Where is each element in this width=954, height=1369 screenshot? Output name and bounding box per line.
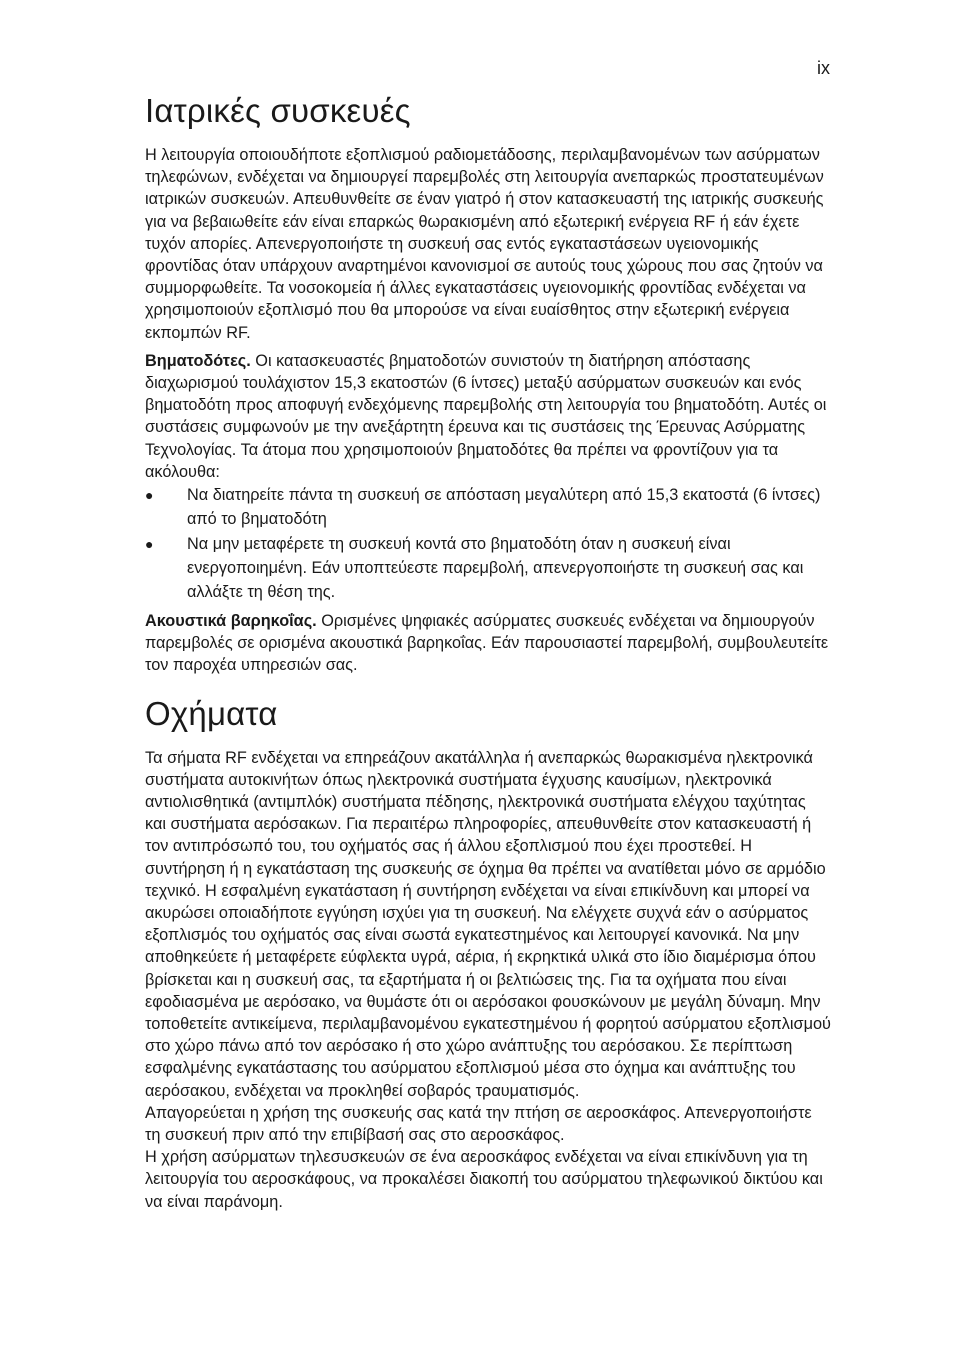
section-heading-vehicles: Οχήματα [145,694,278,732]
hearing-aids-label: Ακουστικά βαρηκοΐας. [145,611,317,630]
list-item-text: Να μην μεταφέρετε τη συσκευή κοντά στο βηματοδότη όταν η συσκευή είναι ενεργοποιημένη. Εάν υποπτεύεστε παρεμβολή, απενεργοποιήστε τη συσκευή σας και αλλάξτε τη θέση της. [187,534,804,601]
hearing-aids-paragraph [145,610,831,677]
list-item [145,532,831,604]
list-item [145,483,831,531]
bullet-icon: ● [145,535,154,552]
pacemakers-label: Βηματοδότες. [145,351,251,370]
bullet-icon: ● [145,486,154,503]
aircraft-paragraph: Απαγορεύεται η χρήση της συσκευής σας κατά την πτήση σε αεροσκάφος. Απενεργοποιήστε τη συσκευή πριν από την επιβίβασή σας στο αεροσκάφος. [145,1103,812,1144]
hearing-aids-text: Ορισμένες ψηφιακές ασύρματες συσκευές ενδέχεται να δημιουργούν παρεμβολές σε ορισμένα ακουστικά βαρηκοΐας. Εάν παρουσιαστεί παρεμβολή, συμβουλευτείτε τον παροχέα υπηρεσιών σας. [145,611,829,675]
aircraft-devices-paragraph: Η χρήση ασύρματων τηλεσυσκευών σε ένα αεροσκάφος ενδέχεται να είναι επικίνδυνη για τη λειτουργία του αεροσκάφους, να προκαλέσει διακοπή του ασύρματου τηλεφωνικού δικτύου και να είναι παράνομη. [145,1148,823,1211]
pacemakers-text: Οι κατασκευαστές βηματοδοτών συνιστούν τη διατήρηση απόστασης διαχωρισμού τουλάχιστον 15,3 εκατοστών (6 ίντσες) μεταξύ ασύρματων συσκευών και ενός βηματοδότη προς αποφυγή ενδεχόμενης παρεμβολής στη λειτουργία του βηματοδότη. Αυτές οι συστάσεις συμφωνούν με την ανεξάρτητη έρευνα και τις συστάσεις της Έρευνας Ασύρματης Τεχνολογίας. Τα άτομα που χρησιμοποιούν βηματοδότες θα πρέπει να φροντίζουν για τα ακόλουθα: [145,351,827,481]
vehicles-paragraph: Τα σήματα RF ενδέχεται να επηρεάζουν ακατάλληλα ή ανεπαρκώς θωρακισμένα ηλεκτρονικά συστήματα αυτοκινήτων όπως ηλεκτρονικά συστήματα έγχυσης καυσίμων, ηλεκτρονικά αντιολισθητικά (αντιμπλόκ) συστήματα πέδησης, ηλεκτρονικά συστήματα ελέγχου ταχύτητας και συστήματα αερόσακων. Για περαιτέρω πληροφορίες, απευθυνθείτε στον κατασκευαστή ή τον αντιπρόσωπό του, του οχήματός σας ή άλλου εξοπλισμού που έχει προστεθεί. Η συντήρηση ή η εγκατάσταση της συσκευής σε όχημα θα πρέπει να ανατίθεται μόνο σε αρμόδιο τεχνικό. Η εσφαλμένη εγκατάσταση ή συντήρηση ενδέχεται να είναι επικίνδυνη και μπορεί να ακυρώσει οποιαδήποτε εγγύηση ισχύει για τη συσκευή. Να ελέγχετε συχνά εάν ο ασύρματος εξοπλισμός του οχήματός σας είναι σωστά εγκατεστημένος και λειτουργεί κανονικά. Να μην αποθηκεύετε ή μεταφέρετε εύφλεκτα υγρά, αέρια, ή εκρηκτικά υλικά στο ίδιο διαμέρισμα όπου βρίσκεται και η συσκευή σας, τα εξαρτήματα ή οι βελτιώσεις της. Για τα οχήματα που είναι εφοδιασμένα με αερόσακο, να θυμάστε ότι οι αερόσακοι φουσκώνουν με μεγάλη δύναμη. Μην τοποθετείτε αντικείμενα, περιλαμβανομένου εγκατεστημένου ή φορητού ασύρματου εξοπλισμού στο χώρο πάνω από τον αερόσακο ή στο χώρο ανάπτυξης του αερόσακου. Σε περίπτωση εσφαλμένης εγκατάστασης του ασύρματου εξοπλισμού μέσα στο όχημα και ανάπτυξης του αερόσακου, ενδέχεται να προκληθεί σοβαρός τραυματισμός. [145,748,831,1100]
pacemaker-guidelines-list [145,483,831,604]
medical-devices-paragraph: Η λειτουργία οποιουδήποτε εξοπλισμού ραδιομετάδοσης, περιλαμβανομένων των ασύρματων τηλεφώνων, ενδέχεται να δημιουργεί παρεμβολές στη λειτουργία ανεπαρκώς προστατευμένων ιατρικών συσκευών. Απευθυνθείτε σε έναν γιατρό ή στον κατασκευαστή της ιατρικής συσκευής για να βεβαιωθείτε εάν είναι επαρκώς θωρακισμένη από εξωτερική ενέργεια RF ή εάν έχετε τυχόν απορίες. Απενεργοποιήστε τη συσκευή σας εντός εγκαταστάσεων υγειονομικής φροντίδας όταν υπάρχουν αναρτημένοι κανονισμοί σε αυτούς τους χώρους που σας ζητούν να συμμορφωθείτε. Τα νοσοκομεία ή άλλες εγκαταστάσεις υγειονομικής φροντίδας ενδέχεται να χρησιμοποιούν εξοπλισμό που θα μπορούσε να είναι ευαίσθητος στην εξωτερική ενέργεια εκπομπών RF. [145,145,824,342]
document-body [145,92,831,1213]
list-item-text: Να διατηρείτε πάντα τη συσκευή σε απόσταση μεγαλύτερη από 15,3 εκατοστά (6 ίντσες) από το βηματοδότη [187,485,821,528]
page-number: ix [817,58,830,78]
section-heading-medical-devices: Ιατρικές συσκευές [145,92,411,129]
pacemakers-paragraph [145,350,831,483]
